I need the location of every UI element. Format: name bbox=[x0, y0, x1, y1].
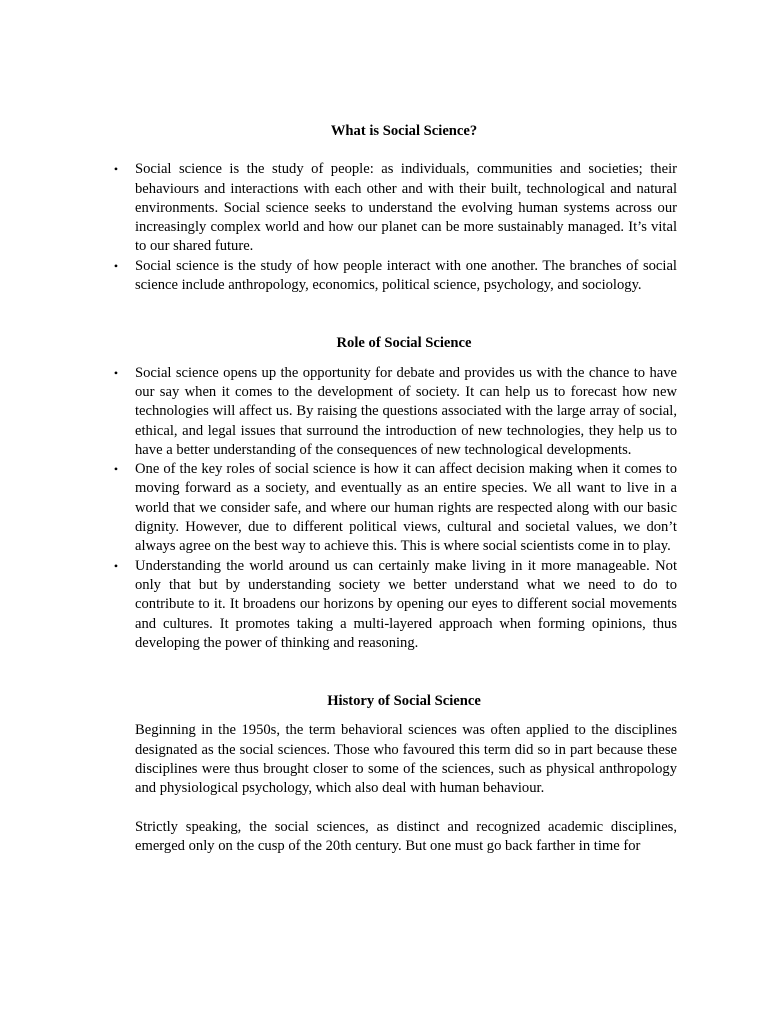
list-item bbox=[113, 257, 677, 296]
list-item-text: One of the key roles of social science is how it can affect decision making when it comes to moving forward as a society, and eventually as an entire species. We all want to live in a world that we consider safe, and where our human rights are respected along with our basic dignity. However, due to different political views, cultural and societal values, we don’t always agree on the best way to achieve this. This is where social scientists come in to play. bbox=[135, 461, 677, 555]
section-title-role-of-social-science: Role of Social Science bbox=[336, 335, 472, 352]
bullet-icon: • bbox=[113, 462, 119, 477]
list-item bbox=[113, 364, 677, 460]
bullet-icon: • bbox=[113, 558, 119, 573]
list-item-text: Social science is the study of how people interact with one another. The branches of social science include anthropology, economics, political science, psychology, and sociology. bbox=[135, 257, 677, 294]
list-item bbox=[113, 460, 677, 556]
bullet-icon: • bbox=[113, 258, 119, 273]
bullet-list-role-of-social-science bbox=[113, 364, 677, 653]
list-item bbox=[113, 557, 677, 653]
list-item-text: Social science opens up the opportunity for debate and provides us with the chance to have our say when it comes to the development of society. It can help us to forecast how new technologies will affect us. By raising the questions associated with the large array of social, ethical, and legal issues that surround the introduction of new technologies, they help us to have a better understanding of the consequences of new technological developments. bbox=[135, 364, 677, 458]
list-item bbox=[113, 160, 677, 256]
list-item-text: Social science is the study of people: as individuals, communities and societies; their behaviours and interactions with each other and with their built, technological and natural environments. Social science seeks to understand the evolving human systems across our increasingly complex world and how our planet can be more sustainably managed. It’s vital to our shared future. bbox=[135, 161, 677, 255]
paragraph: Beginning in the 1950s, the term behavioral sciences was often applied to the disciplines designated as the social sciences. Those who favoured this term did so in part because these disciplines were thus brought closer to some of the sciences, such as physical anthropology and physiological psychology, which also deal with human behaviour. bbox=[135, 722, 677, 797]
section-title-what-is-social-science: What is Social Science? bbox=[330, 123, 478, 139]
list-item-text: Understanding the world around us can certainly make living in it more manageable. Not only that but by understanding society we better understand what we need to do to contribute to it. It broadens our horizons by opening our eyes to different social movements and cultures. It promotes taking a multi-layered approach when forming opinions, thus developing the power of thinking and reasoning. bbox=[135, 557, 677, 651]
bullet-icon: • bbox=[113, 162, 119, 177]
bullet-list-what-is-social-science bbox=[113, 160, 677, 295]
bullet-icon: • bbox=[113, 365, 119, 380]
paragraph: Strictly speaking, the social sciences, as distinct and recognized academic disciplines, emerged only on the cusp of the 20th century. But one must go back farther in time for bbox=[135, 818, 677, 855]
document-body bbox=[113, 122, 677, 857]
section-title-history-of-social-science: History of Social Science bbox=[327, 693, 481, 710]
